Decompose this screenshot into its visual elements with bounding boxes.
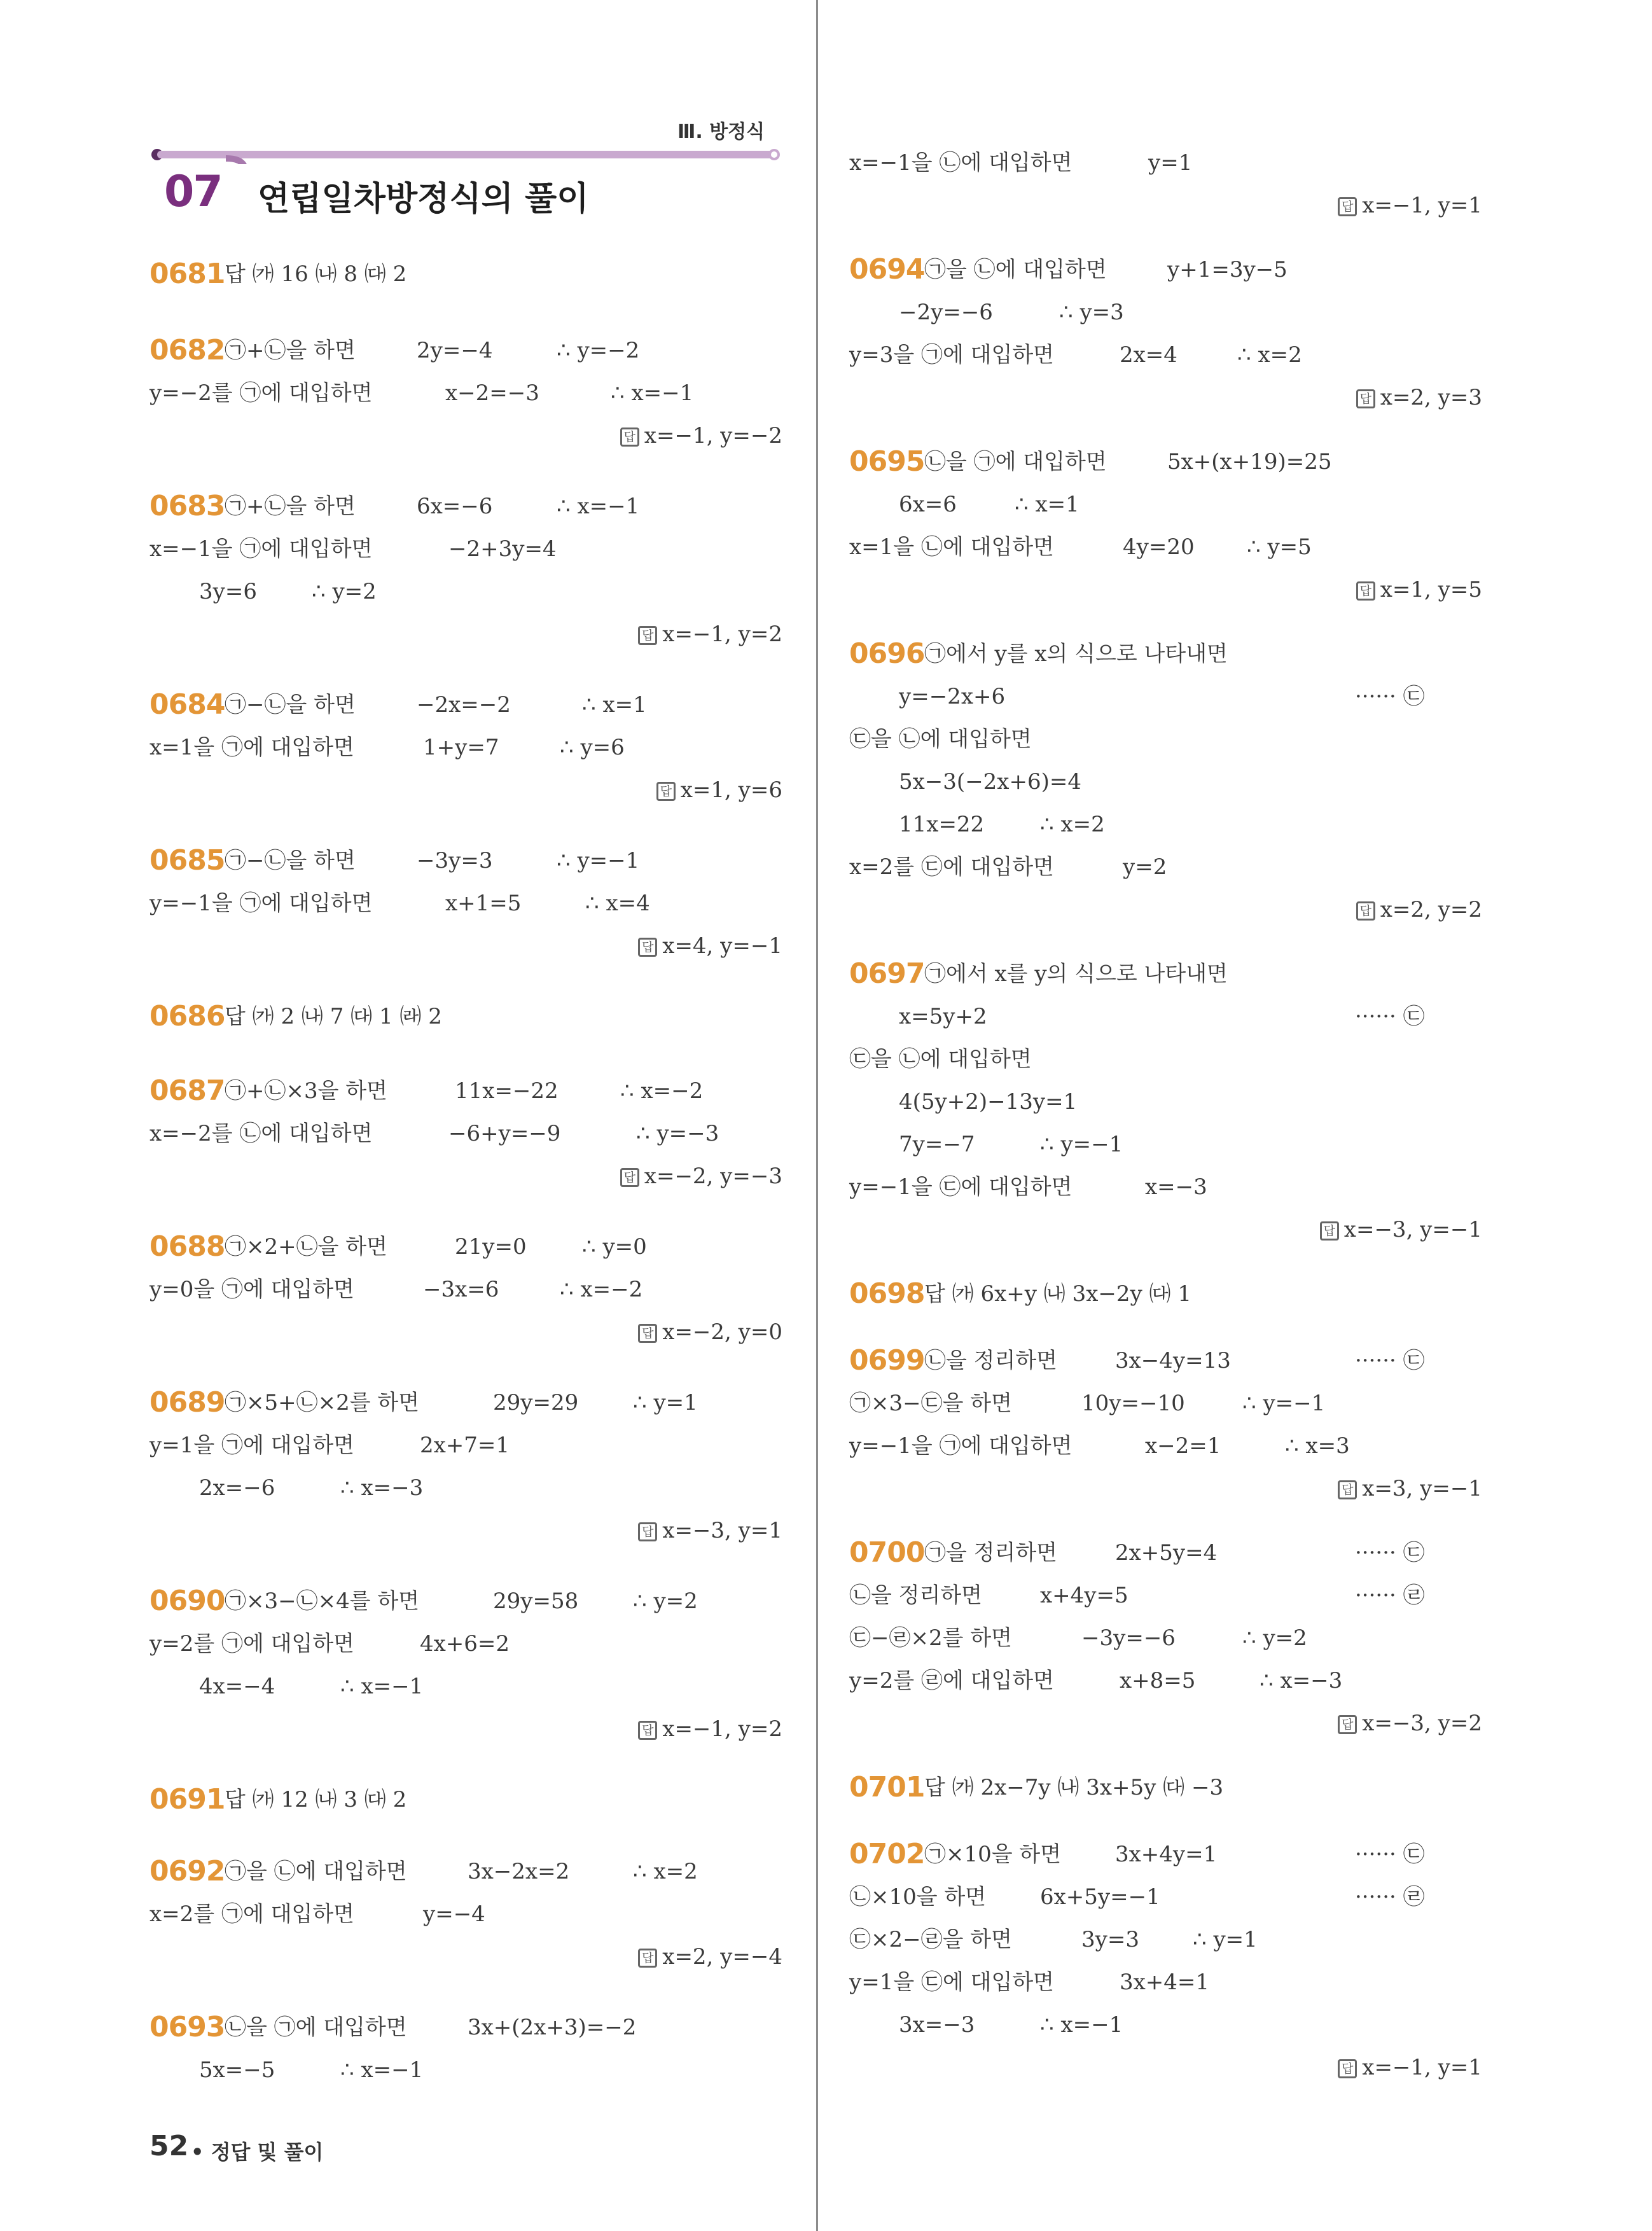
solution-text: 5x−3(−2x+6)=4	[899, 769, 1081, 795]
answer-line	[149, 774, 782, 807]
problem-number: 0683	[149, 490, 225, 522]
section-number: 07	[164, 167, 222, 217]
solution-text: ∴ y=3	[1059, 300, 1124, 325]
solution-text: ㉠−㉡을 하면	[225, 848, 356, 873]
solution-text: −3x=6	[423, 1277, 499, 1302]
solution-text: ㉡을 정리하면	[849, 1583, 983, 1608]
solution-text: x=−3	[1145, 1174, 1207, 1200]
problem-number: 0699	[849, 1344, 925, 1377]
solution-text: 답 ㈎ 12 ㈏ 3 ㈐ 2	[225, 1787, 407, 1812]
solution-text: y=1을 ㉠에 대입하면	[149, 1433, 355, 1458]
solution-text: 2x=−6	[199, 1475, 275, 1501]
answer-icon: 답	[620, 427, 639, 447]
solution-text: y=−1을 ㉠에 대입하면	[849, 1433, 1072, 1459]
solution-text: ∴ x=1	[582, 692, 647, 718]
solution-text: 3x−2x=2	[468, 1859, 570, 1884]
solution-text: 6x+5y=−1	[1040, 1884, 1160, 1910]
solution-text: ㉢을 ㉡에 대입하면	[849, 1046, 1032, 1072]
solution-text: 1+y=7	[423, 735, 499, 760]
solution-text: 2x+5y=4	[1115, 1540, 1218, 1566]
solution-text: ∴ x=2	[1237, 342, 1302, 368]
solution-text: x+1=5	[445, 891, 522, 916]
problem-number: 0693	[149, 2011, 225, 2043]
answer-line	[149, 929, 782, 963]
problem-number: 0696	[849, 637, 925, 670]
answer-line	[149, 1160, 782, 1193]
solution-text: ㉠×2+㉡을 하면	[225, 1234, 387, 1260]
solution-text: ∴ x=−3	[340, 1475, 424, 1501]
solution-text: ㉢을 ㉡에 대입하면	[849, 726, 1032, 752]
problem-number: 0701	[849, 1771, 925, 1804]
page-label: • 정답 및 풀이	[191, 2140, 324, 2164]
solution-text: 답 ㈎ 2x−7y ㈏ 3x+5y ㈐ −3	[924, 1775, 1224, 1800]
section-title: 연립일차방정식의 풀이	[258, 180, 589, 218]
answer-icon: 답	[638, 1522, 657, 1541]
answer-icon: 답	[1338, 1480, 1357, 1499]
solution-text: y=−1을 ㉠에 대입하면	[149, 891, 373, 916]
solution-text: x=1을 ㉠에 대입하면	[149, 735, 354, 760]
solution-text: ∴ y=2	[312, 579, 377, 604]
problem-number: 0694	[849, 253, 925, 286]
answer-text: x=−3, y=1	[662, 1518, 782, 1543]
solution-text: ∴ y=1	[1193, 1927, 1258, 1952]
solution-text: ∴ y=0	[582, 1234, 647, 1260]
solution-text: ∴ y=1	[633, 1390, 698, 1415]
answer-text: x=−3, y=2	[1362, 1711, 1482, 1736]
problem-number: 0698	[849, 1277, 925, 1310]
solution-text: y=2를 ㉠에 대입하면	[149, 1631, 355, 1657]
section-banner	[149, 145, 782, 164]
solution-text: −3y=3	[417, 848, 493, 873]
solution-text: 2y=−4	[417, 338, 493, 363]
problem-number: 0697	[849, 957, 925, 990]
answer-line	[849, 893, 1482, 926]
solution-text: ㉠+㉡×3을 하면	[225, 1078, 387, 1104]
answer-icon: 답	[638, 1949, 657, 1968]
solution-text: ∴ x=−2	[620, 1078, 704, 1104]
solution-text: 10y=−10	[1081, 1391, 1185, 1416]
answer-text: x=−1, y=−2	[644, 423, 782, 448]
solution-text: −6+y=−9	[448, 1121, 561, 1146]
problem-number: 0691	[149, 1783, 225, 1816]
solution-text: 3x+4y=1	[1115, 1842, 1218, 1867]
solution-text: 11x=22	[899, 812, 985, 837]
solution-text: ∴ y=−2	[557, 338, 640, 363]
solution-text: ㉠을 정리하면	[924, 1540, 1058, 1566]
answer-text: x=2, y=−4	[662, 1944, 782, 1970]
solution-text: x+8=5	[1120, 1668, 1196, 1693]
solution-text: −3y=−6	[1081, 1625, 1176, 1651]
problem-number: 0685	[149, 844, 225, 877]
solution-text: x=2를 ㉢에 대입하면	[849, 854, 1054, 880]
answer-icon: 답	[620, 1168, 639, 1187]
answer-line	[149, 1713, 782, 1746]
solution-text: 4(5y+2)−13y=1	[899, 1089, 1078, 1115]
answer-line	[849, 1472, 1482, 1505]
solution-text: ∴ y=−1	[557, 848, 640, 873]
solution-text: −2+3y=4	[448, 536, 557, 562]
column-divider	[816, 0, 818, 2231]
problem-number: 0686	[149, 1000, 225, 1032]
solution-text: ∴ y=5	[1247, 534, 1312, 560]
solution-text: ∴ x=2	[1040, 812, 1105, 837]
solution-text: x=−2를 ㉡에 대입하면	[149, 1121, 373, 1146]
solution-text: x−2=−3	[445, 380, 539, 406]
solution-text: ∴ y=6	[560, 735, 625, 760]
solution-text: y=−2를 ㉠에 대입하면	[149, 380, 373, 406]
solution-text: 답 ㈎ 16 ㈏ 8 ㈐ 2	[225, 261, 407, 287]
answer-line	[849, 381, 1482, 414]
solution-text: 29y=29	[493, 1390, 579, 1415]
answer-icon: 답	[638, 938, 657, 957]
solution-text: ······ ㉢	[1355, 1540, 1425, 1566]
solution-text: ······ ㉢	[1355, 1348, 1425, 1373]
solution-text: ∴ y=2	[1242, 1625, 1307, 1651]
answer-icon: 답	[1356, 901, 1375, 921]
solution-text: ㉡을 ㉠에 대입하면	[924, 449, 1107, 475]
answer-icon: 답	[656, 782, 676, 801]
answer-icon: 답	[638, 1324, 657, 1343]
solution-text: 6x=−6	[417, 494, 493, 519]
solution-text: ㉠+㉡을 하면	[225, 494, 356, 519]
solution-text: x+4y=5	[1040, 1583, 1128, 1608]
answer-text: x=−1, y=1	[1362, 2055, 1482, 2080]
solution-text: ㉡×10을 하면	[849, 1884, 987, 1910]
solution-text: ㉠×3−㉡×4를 하면	[225, 1588, 420, 1614]
answer-text: x=2, y=3	[1380, 385, 1482, 410]
problem-number: 0682	[149, 334, 225, 366]
problem-number: 0695	[849, 445, 925, 478]
answer-text: x=−3, y=−1	[1343, 1217, 1482, 1242]
solution-text: ㉠을 ㉡에 대입하면	[225, 1859, 407, 1884]
answer-text: x=3, y=−1	[1362, 1476, 1482, 1501]
solution-text: ∴ x=−2	[560, 1277, 643, 1302]
solution-text: ㉡을 정리하면	[924, 1348, 1058, 1373]
solution-text: 11x=−22	[455, 1078, 559, 1104]
solution-text: ㉠에서 x를 y의 식으로 나타내면	[924, 961, 1228, 987]
solution-text: 답 ㈎ 6x+y ㈏ 3x−2y ㈐ 1	[924, 1281, 1191, 1307]
answer-text: x=4, y=−1	[662, 933, 782, 959]
solution-text: ∴ x=−1	[557, 494, 640, 519]
solution-text: y=1을 ㉢에 대입하면	[849, 1970, 1055, 1995]
solution-text: ㉠×3−㉢을 하면	[849, 1391, 1012, 1416]
solution-text: y=1	[1148, 150, 1193, 176]
problem-number: 0687	[149, 1074, 225, 1107]
solution-text: ∴ x=4	[585, 891, 650, 916]
answer-icon: 답	[638, 626, 657, 645]
solution-text: 3x+(2x+3)=−2	[468, 2015, 637, 2040]
answer-text: x=−2, y=0	[662, 1319, 782, 1345]
solution-text: 4x+6=2	[420, 1631, 510, 1657]
solution-text: −2x=−2	[417, 692, 511, 718]
problem-number: 0688	[149, 1230, 225, 1263]
answer-text: x=−1, y=2	[662, 1716, 782, 1742]
answer-line	[149, 1514, 782, 1547]
problem-number: 0681	[149, 258, 225, 290]
solution-text: ······ ㉣	[1355, 1583, 1425, 1608]
answer-line	[149, 618, 782, 651]
page-number: 52	[149, 2130, 189, 2162]
solution-text: y=3을 ㉠에 대입하면	[849, 342, 1055, 368]
solution-text: y=−4	[423, 1901, 485, 1927]
solution-text: y=0을 ㉠에 대입하면	[149, 1277, 355, 1302]
solution-text: ㉢×2−㉣을 하면	[849, 1927, 1012, 1952]
problem-number: 0684	[149, 688, 225, 721]
solution-text: 3x+4=1	[1120, 1970, 1210, 1995]
solution-text: 5x=−5	[199, 2057, 275, 2083]
solution-text: ∴ x=3	[1285, 1433, 1350, 1459]
solution-text: ∴ x=−1	[340, 2057, 424, 2083]
solution-text: y+1=3y−5	[1167, 257, 1288, 282]
solution-text: ∴ x=−1	[340, 1674, 424, 1699]
solution-text: ∴ x=1	[1015, 492, 1079, 517]
problem-number: 0702	[849, 1838, 925, 1870]
solution-text: 3x=−3	[899, 2012, 975, 2038]
solution-text: y=−1을 ㉢에 대입하면	[849, 1174, 1072, 1200]
solution-text: 5x+(x+19)=25	[1167, 449, 1332, 475]
answer-line	[849, 2051, 1482, 2084]
solution-text: ㉠에서 y를 x의 식으로 나타내면	[924, 641, 1228, 667]
solution-text: 2x=4	[1120, 342, 1177, 368]
solution-text: ㉡을 ㉠에 대입하면	[225, 2015, 407, 2040]
solution-text: 21y=0	[455, 1234, 527, 1260]
answer-icon: 답	[1338, 1715, 1357, 1734]
solution-text: ㉠을 ㉡에 대입하면	[924, 257, 1107, 282]
solution-text: x=5y+2	[899, 1004, 987, 1029]
answer-icon: 답	[1338, 2059, 1357, 2078]
solution-text: 답 ㈎ 2 ㈏ 7 ㈐ 1 ㈑ 2	[225, 1004, 442, 1029]
solution-text: ∴ y=2	[633, 1588, 698, 1614]
solution-text: ㉠−㉡을 하면	[225, 692, 356, 718]
answer-text: x=2, y=2	[1380, 897, 1482, 922]
solution-text: x=−1을 ㉠에 대입하면	[149, 536, 373, 562]
solution-text: ······ ㉢	[1355, 1004, 1425, 1029]
answer-text: x=1, y=5	[1380, 577, 1482, 602]
solution-text: ∴ y=−3	[636, 1121, 719, 1146]
solution-text: −2y=−6	[899, 300, 993, 325]
solution-text: ······ ㉢	[1355, 1842, 1425, 1867]
solution-text: ∴ y=−1	[1040, 1132, 1123, 1157]
answer-line	[149, 1940, 782, 1973]
problem-number: 0690	[149, 1585, 225, 1617]
answer-text: x=−1, y=1	[1362, 193, 1482, 218]
solution-text: x=−1을 ㉡에 대입하면	[849, 150, 1072, 176]
solution-text: 3y=3	[1081, 1927, 1139, 1952]
answer-line	[149, 419, 782, 452]
solution-text: x=1을 ㉡에 대입하면	[849, 534, 1054, 560]
solution-text: ∴ x=−1	[611, 380, 694, 406]
solution-text: 29y=58	[493, 1588, 579, 1614]
problem-number: 0692	[149, 1855, 225, 1887]
solution-text: ㉢−㉣×2를 하면	[849, 1625, 1012, 1651]
solution-text: ㉠+㉡을 하면	[225, 338, 356, 363]
solution-text: 4y=20	[1123, 534, 1195, 560]
solution-text: 2x+7=1	[420, 1433, 510, 1458]
answer-icon: 답	[1320, 1221, 1339, 1241]
answer-line	[849, 573, 1482, 606]
answer-line	[149, 1316, 782, 1349]
solution-text: x=2를 ㉠에 대입하면	[149, 1901, 354, 1927]
problem-number: 0700	[849, 1536, 925, 1569]
answer-icon: 답	[1356, 581, 1375, 601]
answer-icon: 답	[638, 1721, 657, 1740]
problem-number: 0689	[149, 1386, 225, 1419]
solution-text: ∴ x=2	[633, 1859, 698, 1884]
answer-text: x=1, y=6	[680, 777, 782, 803]
solution-text: 3y=6	[199, 579, 257, 604]
solution-text: ∴ x=−1	[1040, 2012, 1123, 2038]
solution-text: y=2를 ㉣에 대입하면	[849, 1668, 1055, 1693]
solution-text: ∴ y=−1	[1242, 1391, 1326, 1416]
answer-icon: 답	[1356, 389, 1375, 408]
solution-text: ㉠×5+㉡×2를 하면	[225, 1390, 420, 1415]
solution-text: ∴ x=−3	[1260, 1668, 1343, 1693]
solution-text: 4x=−4	[199, 1674, 275, 1699]
answer-icon: 답	[1338, 197, 1357, 216]
solution-text: x−2=1	[1145, 1433, 1221, 1459]
answer-line	[849, 1707, 1482, 1740]
solution-text: y=−2x+6	[899, 684, 1006, 709]
answer-line	[849, 189, 1482, 222]
solution-text: y=2	[1123, 854, 1167, 880]
answer-text: x=−1, y=2	[662, 622, 782, 647]
solution-text: 6x=6	[899, 492, 957, 517]
solution-text: ······ ㉣	[1355, 1884, 1425, 1910]
answer-line	[849, 1213, 1482, 1246]
solution-text: ······ ㉢	[1355, 684, 1425, 709]
solution-text: ㉠×10을 하면	[924, 1842, 1062, 1867]
solution-text: 7y=−7	[899, 1132, 975, 1157]
answer-text: x=−2, y=−3	[644, 1164, 782, 1189]
solution-text: 3x−4y=13	[1115, 1348, 1231, 1373]
chapter-label: Ⅲ. 방정식	[677, 121, 765, 143]
